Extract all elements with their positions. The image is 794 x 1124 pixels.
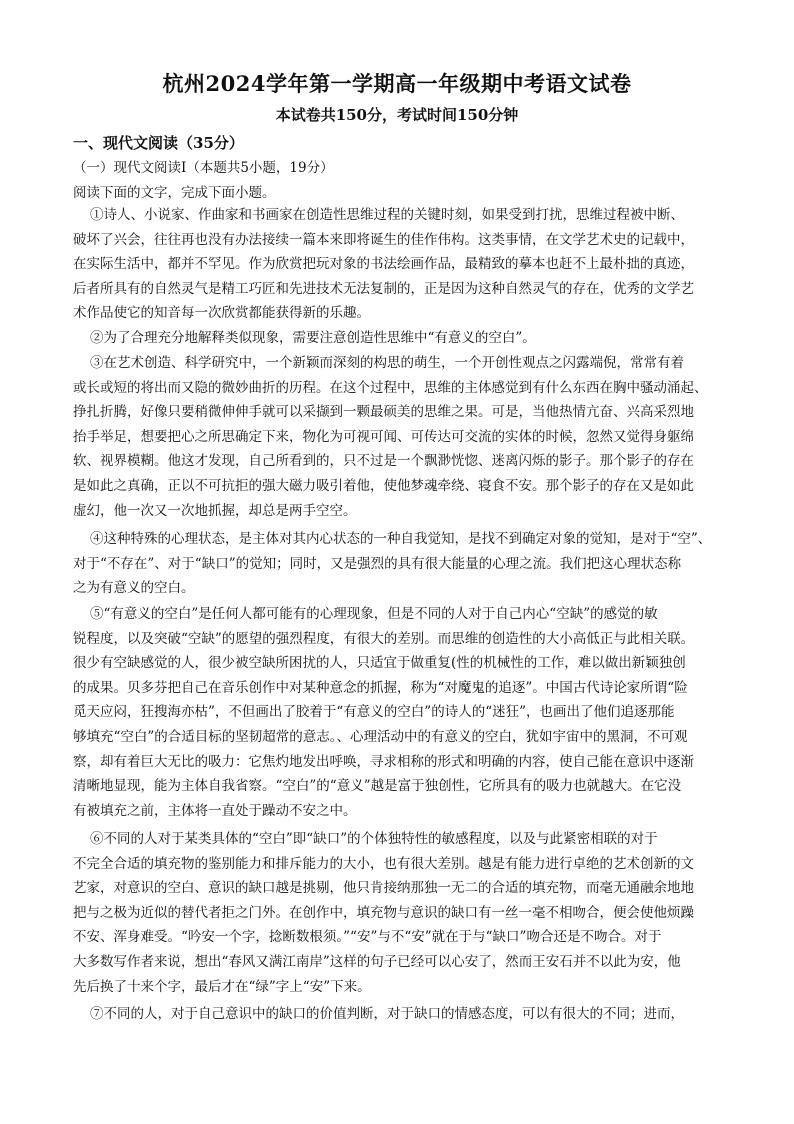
paragraph-line: 对于“不存在”、对于“缺口”的觉知；同时，又是强烈的具有很大能量的心理之流。我们把这心理状态称: [73, 555, 682, 572]
paragraph-5: [73, 602, 717, 823]
paragraph-6: [73, 827, 717, 999]
paragraph-3: [73, 351, 717, 523]
paragraph-line: 大多数写作者来说，想出“春风又满江南岸”这样的句子已经可以心安了，然而王安石并不以此为安，他: [73, 953, 681, 970]
exam-subtitle: 本试卷共150分，考试时间150分钟: [275, 106, 519, 124]
paragraph-line: 虚幻，他一次又一次地抓握，却总是两手空空。: [73, 502, 357, 519]
paragraph-line: ④这种特殊的心理状态，是主体对其内心状态的一种自我觉知，是找不到确定对象的觉知，是对于“空”、: [90, 531, 712, 547]
paragraph-line: 抬手举足，想要把心之所思确定下来，物化为可视可闻、可传达可交流的实体的时候，忽然又觉得身躯绵: [73, 428, 694, 445]
paragraph-line: 觅天应闷，狂搜海亦枯”，不但画出了胶着于“有意义的空白”的诗人的“迷狂”，也画出了他们追逐那能: [73, 704, 675, 721]
reading-instruction: 阅读下面的文字，完成下面小题。: [73, 185, 276, 201]
paragraph-line: 锐程度，以及突破“空缺”的愿望的强烈程度，有很大的差别。而思维的创造性的大小高低正与此相关联。: [73, 630, 695, 647]
paragraph-line: ⑦不同的人，对于自己意识中的缺口的价值判断，对于缺口的情感态度，可以有很大的不同；进而，: [90, 1006, 684, 1022]
paragraph-4: [73, 527, 717, 601]
paragraph-line: 后者所具有的自然灵气是精工巧匠和先进技术无法复制的，正是因为这种自然灵气的存在，优秀的文学艺: [73, 280, 694, 297]
paragraph-line: ③在艺术创造、科学研究中，一个新颖而深刻的构思的萌生，一个开创性观点之闪露端倪，常常有着: [90, 355, 684, 371]
paragraph-line: 不安、浑身难受。“吟安一个字，捻断数根须。”“安”与不“安”就在于与“缺口”吻合还是不吻合。对于: [73, 929, 662, 946]
paragraph-line: ⑥不同的人对于某类具体的“空白”即“缺口”的个体独特性的敏感程度，以及与此紧密相联的对于: [90, 831, 658, 847]
paragraph-line: ①诗人、小说家、作曲家和书画家在创造性思维过程的关键时刻，如果受到打扰，思维过程被中断、: [90, 207, 684, 223]
paragraph-line: 清晰地显现，能为主体自我省察。“空白”的“意义”越是富于独创性，它所具有的吸力也就越大。在它没: [73, 778, 682, 795]
paragraph-line: 破坏了兴会，往往再也没有办法接续一篇本来即将诞生的佳作伟构。这类事情，在文学艺术史的记载中，: [73, 231, 694, 248]
paragraph-line: 艺家，对意识的空白、意识的缺口越是挑剔，他只肯接纳那独一无二的合适的填充物，而毫无通融余地地: [73, 880, 694, 897]
paragraph-line: 挣扎折腾，好像只要稍微伸伸手就可以采撷到一颗最硕美的思维之果。可是，当他热情亢奋、兴高采烈地: [73, 404, 694, 421]
paragraph-line: 术作品使它的知音每一次欣赏都能获得新的乐趣。: [73, 305, 370, 322]
paragraph-line: ②为了合理充分地解释类似现象，需要注意创造性思维中“有意义的空白”。: [90, 330, 536, 346]
paragraph-line: 是如此之真确，正以不可抗拒的强大磁力吸引着他，使他梦魂牵绕、寝食不安。那个影子的存在又是如此: [73, 477, 694, 494]
paragraph-line: 很少有空缺感觉的人，很少被空缺所困扰的人，只适宜于做重复(性的机械性的工作，难以做出新颖独创: [73, 655, 686, 672]
paragraph-line: 有被填充之前，主体将一直处于躁动不安之中。: [73, 802, 357, 819]
paragraph-line: 或长或短的将出而又隐的微妙曲折的历程。在这个过程中，思维的主体感觉到有什么东西在胸中骚动涌起、: [73, 379, 708, 396]
paragraph-1: [73, 203, 717, 326]
paragraph-line: 把与之极为近似的替代者拒之门外。在创作中，填充物与意识的缺口有一丝一毫不相吻合，便会使他烦躁: [73, 904, 694, 921]
paragraph-line: 不完全合适的填充物的鉴别能力和排斥能力的大小，也有很大差别。越是有能力进行卓绝的艺术创新的文: [73, 855, 694, 872]
section-heading: 一、现代文阅读（35分）: [73, 134, 244, 152]
paragraph-line: 软、视界模糊。他这才发现，自己所看到的，只不过是一个飘渺恍惚、迷离闪烁的影子。那个影子的存在: [73, 453, 694, 470]
paragraph-7: [73, 1002, 717, 1027]
paragraph-line: 在实际生活中，都并不罕见。作为欣赏把玩对象的书法绘画作品，最精致的摹本也赶不上最朴拙的真迹，: [73, 256, 694, 273]
subsection-heading: （一）现代文阅读Ⅰ（本题共5小题，19分）: [73, 160, 334, 176]
paragraph-line: 先后换了十来个字，最后才在“绿”字上“安”下来。: [73, 978, 371, 995]
paragraph-line: 够填充“空白”的合适目标的坚韧超常的意志。、心理活动中的有意义的空白，犹如宇宙中的黑洞，不可观: [73, 728, 688, 745]
paragraph-2: [73, 326, 717, 351]
paragraph-line: 之为有意义的空白。: [73, 580, 195, 597]
paragraph-line: 的成果。贝多芬把自己在音乐创作中对某种意念的抓握，称为“对魔鬼的追逐”。中国古代诗论家所谓“险: [73, 679, 688, 696]
paragraph-line: 察，却有着巨大无比的吸力：它焦灼地发出呼唤，寻求相称的形式和明确的内容，使自己能在意识中逐渐: [73, 753, 694, 770]
exam-title: 杭州2024学年第一学期高一年级期中考语文试卷: [162, 71, 632, 96]
paragraph-line: ⑤“有意义的空白”是任何人都可能有的心理现象，但是不同的人对于自己内心“空缺”的感觉的敏: [90, 606, 658, 622]
